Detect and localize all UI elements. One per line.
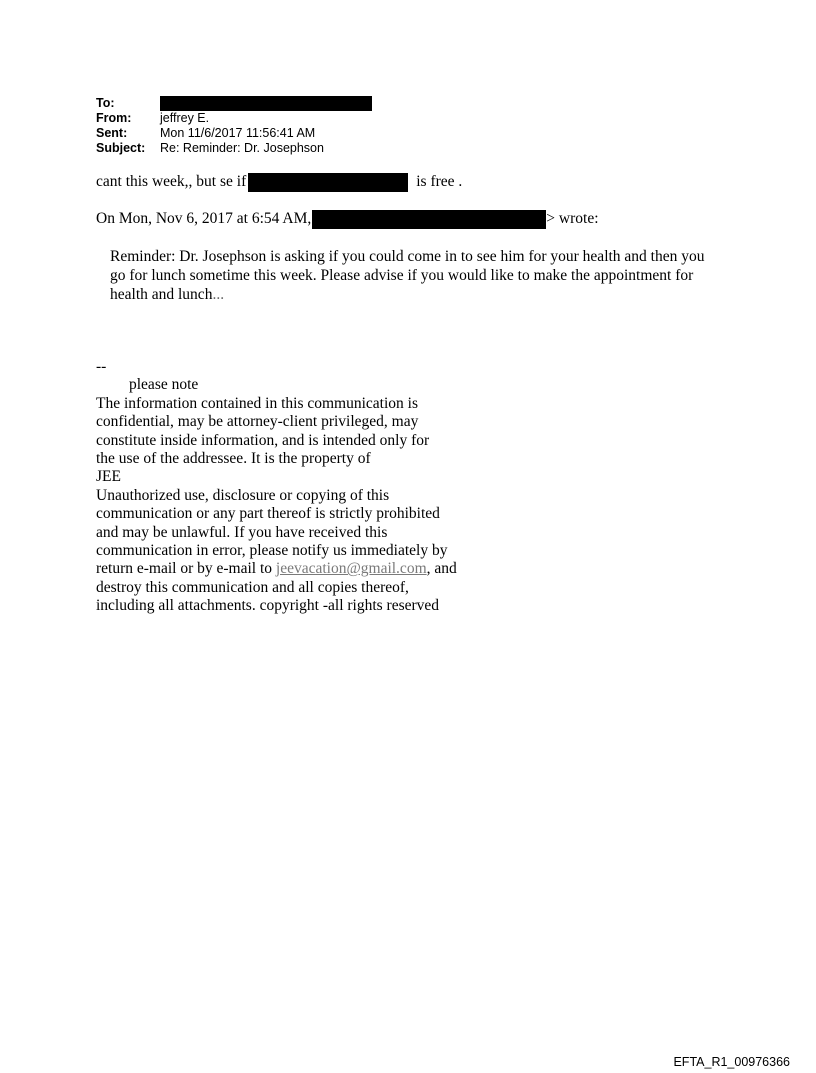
quoted-text: Reminder: Dr. Josephson is asking if you could come in to see him for your health and then you go for lunch sometime this week. Please advise if you would like to make the appointment for health and lunch xyxy=(110,248,705,303)
email-header xyxy=(96,96,372,156)
signature-line: JEE xyxy=(96,468,121,486)
reply-text-before: cant this week,, but se if xyxy=(96,173,247,190)
header-to-row xyxy=(96,96,372,111)
signature-line: and may be unlawful. If you have received this xyxy=(96,523,388,541)
signature-line: communication or any part thereof is strictly prohibited xyxy=(96,505,440,523)
signature-line: Unauthorized use, disclosure or copying of this xyxy=(96,486,390,504)
signature-line: constitute inside information, and is intended only for xyxy=(96,431,430,449)
signature-dashes: -- xyxy=(96,358,107,375)
redacted-recipient xyxy=(160,96,372,111)
reply-text-after: is free . xyxy=(416,173,463,190)
redacted-name xyxy=(248,173,408,192)
signature-line: including all attachments. copyright -all rights reserved xyxy=(96,597,440,615)
email-line-before: return e-mail or by e-mail to xyxy=(96,560,276,578)
header-from-row xyxy=(96,111,372,126)
email-line-after: , and xyxy=(426,560,457,578)
attribution-after: > wrote: xyxy=(546,210,599,227)
signature-email-line xyxy=(96,560,457,578)
reply-line xyxy=(96,173,462,192)
email-link[interactable]: jeevacation@gmail.com xyxy=(275,560,427,578)
subject-label: Subject: xyxy=(96,141,146,155)
subject-value: Re: Reminder: Dr. Josephson xyxy=(160,141,324,155)
attribution-line xyxy=(96,210,599,229)
header-subject-row xyxy=(96,141,372,156)
document-id: EFTA_R1_00976366 xyxy=(673,1055,790,1069)
to-label: To: xyxy=(96,96,115,110)
sent-label: Sent: xyxy=(96,126,128,140)
from-value: jeffrey E. xyxy=(160,111,210,125)
signature-line: The information contained in this communication is xyxy=(96,394,418,412)
quoted-message xyxy=(110,247,710,304)
quoted-ellipsis: ... xyxy=(212,286,225,303)
sent-value: Mon 11/6/2017 11:56:41 AM xyxy=(160,126,316,140)
redacted-sender xyxy=(312,210,546,229)
attribution-before: On Mon, Nov 6, 2017 at 6:54 AM, xyxy=(96,210,312,227)
signature-note: please note xyxy=(129,376,199,394)
header-sent-row xyxy=(96,126,372,141)
signature-block xyxy=(96,358,457,615)
signature-line: destroy this communication and all copies thereof, xyxy=(96,578,409,596)
signature-line: confidential, may be attorney-client privileged, may xyxy=(96,413,419,431)
signature-line: communication in error, please notify us immediately by xyxy=(96,541,448,559)
from-label: From: xyxy=(96,111,132,125)
signature-line: the use of the addressee. It is the property of xyxy=(96,449,371,467)
